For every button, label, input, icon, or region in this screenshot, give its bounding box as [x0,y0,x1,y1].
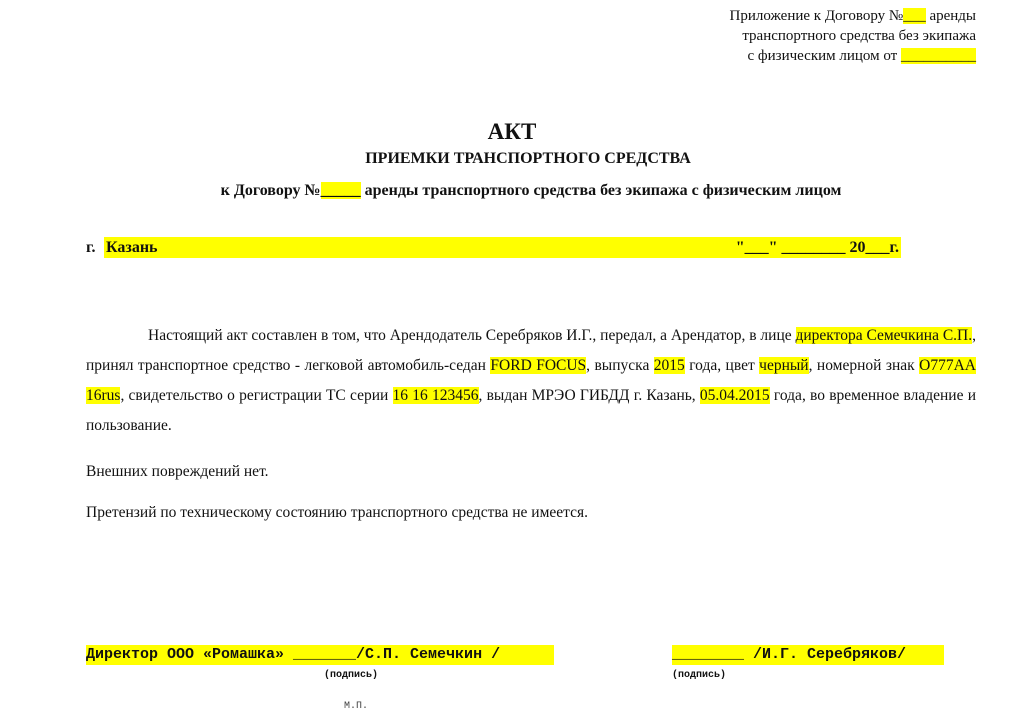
car-year: 2015 [653,357,685,374]
subtitle-contract-blank: _____ [320,182,361,199]
body-text-5: , номерной знак [808,357,920,374]
body-text-2: , принял транспортное средство - легковой автомобиль-седан [86,327,976,374]
act-paragraph [86,321,976,441]
body-text-7: , выдан МРЭО ГИБДД г. Казань, [478,387,700,404]
document-title-block [0,117,1024,203]
car-model: FORD FOCUS [490,357,587,374]
city-name: Казань [106,239,158,256]
car-color: черный [759,357,809,374]
signature-row [86,645,946,665]
contract-date-blank: __________ [901,48,976,64]
document-subtitle-2 [38,179,1024,203]
appendix-text-1: Приложение к Договору № [729,8,904,24]
document-subtitle: ПРИЕМКИ ТРАНСПОРТНОГО СРЕДСТВА [365,150,691,167]
document-title: АКТ [487,119,537,144]
appendix-text-1-end: аренды [925,8,976,24]
subtitle-2-start: к Договору № [220,182,321,199]
license-plate: О777АА 16rus [86,357,976,404]
contract-number-blank: ___ [903,8,926,24]
appendix-line-2: транспортного средства без экипажа [742,28,976,44]
subtitle-2-end: аренды транспортного средства без экипажа с физическим лицом [360,182,842,199]
signature-caption-left: (подпись) [324,670,379,681]
signature-left: Директор ООО «Ромашка» _______/С.П. Семечкин / [86,645,554,665]
city-prefix: г. [86,239,96,256]
appendix-line-1 [730,6,976,26]
signature-right: ________ /И.Г. Серебряков/ [672,645,944,665]
appendix-header [730,6,976,66]
no-claims-statement: Претензий по техническому состоянию транспортного средства не имеется. [86,504,588,521]
registration-date: 05.04.2015 [699,387,770,404]
stamp-placeholder: М.П. [344,701,369,712]
body-text-1: Настоящий акт составлен в том, что Арендодатель Серебряков И.Г., передал, а Арендатор, в лице [148,327,796,344]
registration-series: 16 16 123456 [392,387,479,404]
no-damage-statement: Внешних повреждений нет. [86,463,269,480]
appendix-text-3: с физическим лицом от [747,48,901,64]
signature-caption-right: (подпись) [672,670,727,681]
act-date: "___" ________ 20___г. [735,239,899,256]
body-text-4: года, цвет [684,357,760,374]
body-text-6: , свидетельство о регистрации ТС серии [120,387,393,404]
body-text-3: , выпуска [586,357,654,374]
act-body [86,321,976,441]
lessee-representative: директора Семечкина С.П. [795,327,973,344]
city-date-row [86,237,901,258]
body-text-8: года, во временное владение и пользование. [86,387,977,434]
appendix-line-3 [730,46,976,66]
